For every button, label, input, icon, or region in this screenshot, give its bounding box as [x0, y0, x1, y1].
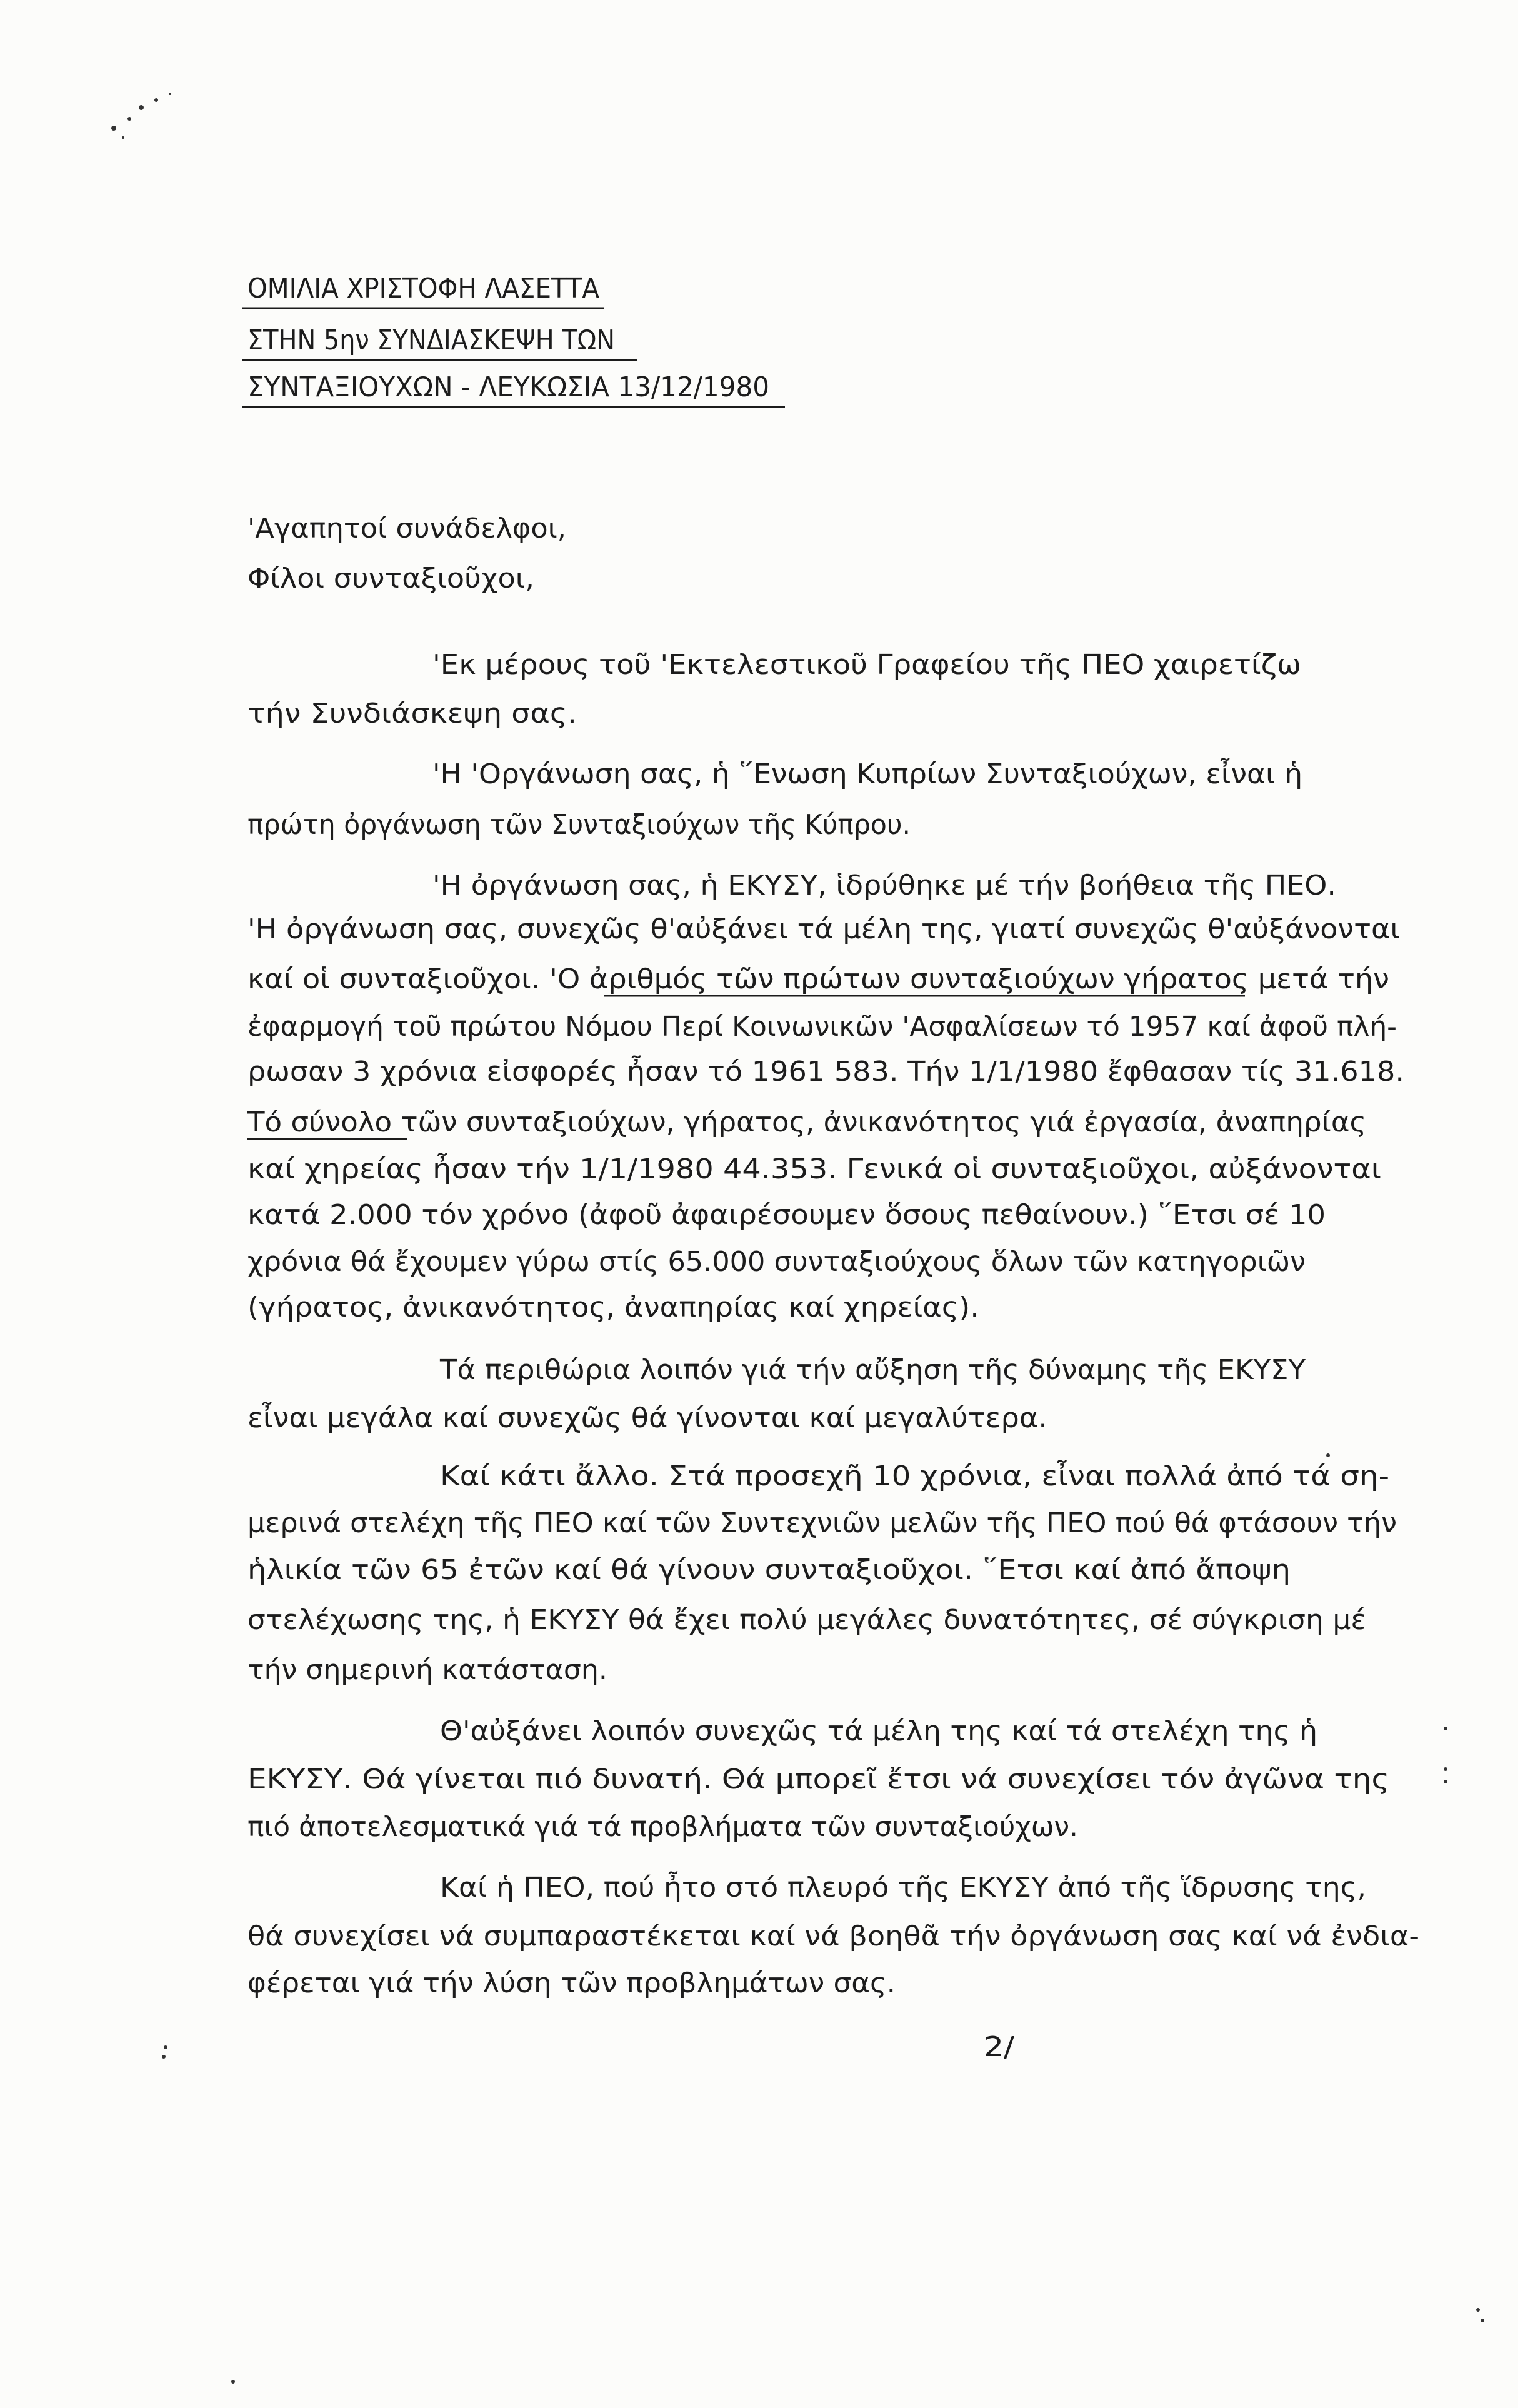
- scan-speck: [122, 136, 124, 139]
- scan-speck: [162, 2055, 166, 2059]
- paragraph-line: ἡλικία τῶν 65 ἐτῶν καί θά γίνουν συνταξιοῦχοι. ῞Ετσι καί ἀπό ἄποψη: [247, 1554, 1291, 1586]
- paragraph-line: Καί ἡ ΠΕΟ, πού ἦτο στό πλευρό τῆς ΕΚΥΣΥ ἀπό τῆς ἵδρυσης της,: [440, 1872, 1333, 1904]
- paragraph-line: τήν σημερινή κατάσταση.: [247, 1654, 607, 1686]
- scan-speck: [164, 2045, 167, 2049]
- paragraph-line: 'Η 'Οργάνωση σας, ἡ ῞Ενωση Κυπρίων Συνταξιούχων, εἶναι ἡ: [432, 758, 1271, 790]
- paragraph-line: ΕΚΥΣΥ. Θά γίνεται πιό δυνατή. Θά μπορεῖ ἔτσι νά συνεχίσει τόν ἀγῶνα της: [247, 1763, 1389, 1795]
- paragraph-line: πρώτη ὀργάνωση τῶν Συνταξιούχων τῆς Κύπρου.: [247, 809, 911, 841]
- paragraph-line: καί οἱ συνταξιοῦχοι. 'Ο ἀριθμός τῶν πρώτων συνταξιούχων γήρατος μετά τήν: [247, 963, 1389, 995]
- scan-speck: [1444, 1727, 1447, 1730]
- paragraph-line: κατά 2.000 τόν χρόνο (ἀφοῦ ἀφαιρέσουμεν ὅσους πεθαίνουν.) ῞Ετσι σέ 10: [247, 1199, 1326, 1231]
- paragraph-line: φέρεται γιά τήν λύση τῶν προβλημάτων σας.: [247, 1967, 896, 1999]
- scan-speck: [1326, 1453, 1330, 1457]
- paragraph-line: θά συνεχίσει νά συμπαραστέκεται καί νά βοηθᾶ τήν ὀργάνωση σας καί νά ἐνδια-: [247, 1920, 1419, 1952]
- greeting-line: Φίλοι συνταξιοῦχοι,: [247, 563, 534, 594]
- page-marker: 2/: [984, 2031, 1015, 2063]
- scan-speck: [139, 105, 144, 110]
- paragraph-line: τήν Συνδιάσκεψη σας.: [247, 698, 577, 730]
- title-line: ΣΥΝΤΑΞΙΟΥΧΩΝ - ΛΕΥΚΩΣΙΑ 13/12/1980: [247, 371, 769, 403]
- paragraph-line: χρόνια θά ἔχουμεν γύρω στίς 65.000 συνταξιούχους ὅλων τῶν κατηγοριῶν: [247, 1246, 1306, 1278]
- paragraph-line: εἶναι μεγάλα καί συνεχῶς θά γίνονται καί μεγαλύτερα.: [247, 1402, 1010, 1434]
- paragraph-line: 'Η ὀργάνωση σας, ἡ ΕΚΥΣΥ, ἱδρύθηκε μέ τήν βοήθεια τῆς ΠΕΟ.: [432, 870, 1336, 901]
- paragraph-line: μερινά στελέχη τῆς ΠΕΟ καί τῶν Συντεχνιῶν μελῶν τῆς ΠΕΟ πού θά φτάσουν τήν: [247, 1507, 1397, 1539]
- scan-speck: [169, 93, 171, 95]
- scan-speck: [1444, 1767, 1447, 1771]
- paragraph-line: καί χηρείας ἦσαν τήν 1/1/1980 44.353. Γενικά οἱ συνταξιοῦχοι, αὐξάνονται: [247, 1153, 1291, 1185]
- scan-speck: [1481, 2319, 1484, 2322]
- greeting-line: 'Αγαπητοί συνάδελφοι,: [247, 513, 566, 544]
- paragraph-line: ρωσαν 3 χρόνια εἰσφορές ἦσαν τό 1961 583. Τήν 1/1/1980 ἔφθασαν τίς 31.618.: [247, 1056, 1351, 1088]
- paragraph-line: Τό σύνολο τῶν συνταξιούχων, γήρατος, ἀνικανότητος γιά ἐργασία, ἀναπηρίας: [246, 1106, 1366, 1138]
- scan-speck: [1476, 2308, 1480, 2312]
- scan-speck: [127, 117, 131, 121]
- paragraph-line: 'Η ὀργάνωση σας, συνεχῶς θ'αὐξάνει τά μέλη της, γιατί συνεχῶς θ'αὐξάνονται: [247, 913, 1400, 945]
- paragraph-line: ἐφαρμογή τοῦ πρώτου Νόμου Περί Κοινωνικῶν 'Ασφαλίσεων τό 1957 καί ἀφοῦ πλή-: [247, 1011, 1397, 1043]
- paragraph-line: Τά περιθώρια λοιπόν γιά τήν αὔξηση τῆς δύναμης τῆς ΕΚΥΣΥ: [439, 1354, 1306, 1386]
- paragraph-line: Θ'αὐξάνει λοιπόν συνεχῶς τά μέλη της καί τά στελέχη της ἡ: [440, 1715, 1317, 1747]
- scan-speck: [1444, 1780, 1447, 1783]
- paragraph-line: πιό ἀποτελεσματικά γιά τά προβλήματα τῶν συνταξιούχων.: [247, 1811, 1078, 1843]
- paragraph-line: στελέχωσης της, ἡ ΕΚΥΣΥ θά ἔχει πολύ μεγάλες δυνατότητες, σέ σύγκριση μέ: [247, 1604, 1366, 1636]
- scan-speck: [111, 126, 116, 131]
- title-line: ΟΜΙΛΙΑ ΧΡΙΣΤΟΦΗ ΛΑΣΕΤΤΑ: [247, 273, 599, 304]
- paragraph-line: (γήρατος, ἀνικανότητος, ἀναπηρίας καί χηρείας).: [247, 1292, 979, 1323]
- title-line: ΣΤΗΝ 5ην ΣΥΝΔΙΑΣΚΕΨΗ ΤΩΝ: [247, 324, 615, 356]
- paragraph-line: Καί κάτι ἄλλο. Στά προσεχῆ 10 χρόνια, εἶναι πολλά ἀπό τά ση-: [440, 1460, 1306, 1492]
- scan-speck: [231, 2380, 235, 2384]
- paragraph-line: 'Εκ μέρους τοῦ 'Εκτελεστικοῦ Γραφείου τῆς ΠΕΟ χαιρετίζω: [432, 649, 1301, 681]
- scan-speck: [154, 98, 158, 102]
